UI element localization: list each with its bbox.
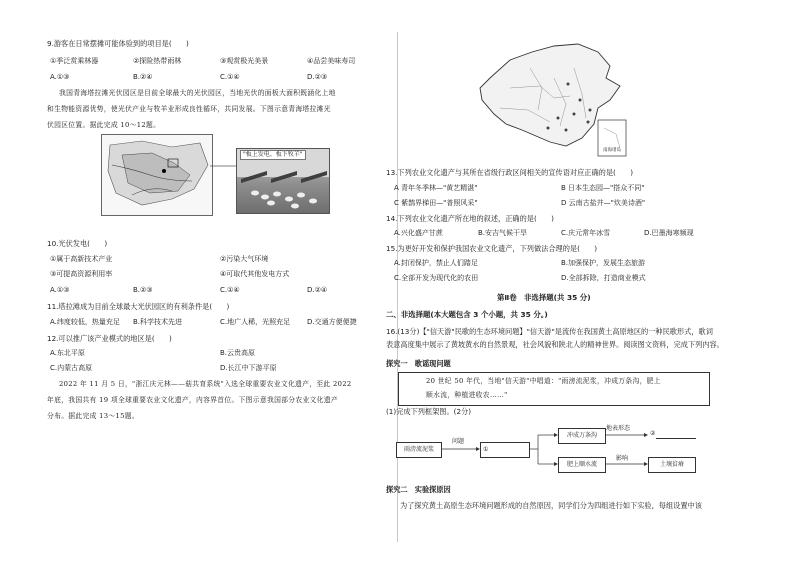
flow-gully-box: 冲成万条沟	[558, 428, 606, 444]
q14-choice-b: B.安吉气候干旱	[478, 229, 528, 237]
part-2-title: 第Ⅱ卷 非选择题(共 35 分)	[497, 293, 591, 302]
flow-landform-label: 地表形态	[606, 425, 631, 432]
q10-choice-c: C.①④	[220, 286, 240, 294]
q10-option-4: ④可取代其他发电方式	[220, 270, 290, 278]
q9-choice-c: C.①④	[220, 73, 240, 81]
q12-choice-b: B.云贵高原	[220, 349, 256, 357]
q14-choice-a: A.兴化盛产甘蔗	[394, 229, 443, 237]
q10-stem: 10.光伏发电( )	[47, 239, 108, 248]
flow-result-box: 土壤贫瘠	[648, 457, 696, 473]
q10-option-1: ①属于高新技术产业	[50, 255, 113, 263]
q9-option-4: ④品尝美味寿司	[307, 57, 356, 65]
flow-soil-loss-box: 肥上顺水流	[558, 457, 606, 473]
q12-choice-c: C.内蒙古高原	[50, 364, 93, 372]
q10-option-2: ②污染大气环境	[220, 255, 269, 263]
q16-line-2: 表意高度集中展示了黄坡黄水的自然景观，社会风貌和陕北人的精神世界。阅读图文资料，完成下列内容。	[386, 340, 724, 349]
photo-caption: "板上发电、板下牧羊"	[240, 150, 306, 160]
flow-blank-1[interactable]: ①	[480, 442, 530, 458]
flow-blank-2[interactable]: ②	[650, 430, 656, 437]
q14-choice-c: C.庆元常年冰雪	[561, 229, 611, 237]
q9-choice-d: D.②③	[307, 73, 328, 81]
q16-part-1: (1)完成下列框架图。(2分)	[386, 407, 472, 416]
q13-stem: 13.下列农业文化遗产与其所在省级行政区间相关的宣传语对应正确的是( )	[386, 168, 634, 177]
explore-2-heading: 探究二 实验探原因	[386, 485, 451, 494]
q12-choice-d: D.长江中下游平原	[220, 364, 277, 372]
south-china-sea-inset-label: 南海诸岛	[603, 148, 621, 153]
q10-option-3: ③可提高资源利用率	[50, 270, 113, 278]
quote-line-1: 20 世纪 50 年代，当地"信天游"中唱道："雨滂流泥浆，冲成万条沟，肥上	[426, 377, 661, 385]
explore-1-heading: 探究一 歌谣现问题	[386, 359, 451, 368]
flow-effect-label: 影响	[616, 455, 629, 462]
q13-choice-d: D 云南古盐井—"炊美诗酒"	[561, 199, 646, 207]
q9-option-1: ①季泛赏乘林器	[50, 57, 99, 65]
q13-choice-c: C 紫鹊界梯田—"普照风采"	[394, 199, 478, 207]
passage-1-line-2: 和生物能资源优势，使光伏产业与牧羊业形成良性循环，共同发展。下图示意青海塔拉滩光	[47, 105, 331, 113]
q11-choice-a: A.纬度较低，热量充足	[50, 318, 120, 326]
q15-stem: 15.为更好开发和保护我国农业文化遗产，下列做法合理的是( )	[386, 244, 598, 253]
q14-choice-d: D.巴墨海寒频现	[644, 229, 694, 237]
passage-1-line-1: 我国青海塔拉滩光伏园区是目前全球最大的光伏园区，当地光伏的面板大面积既涵化上地	[59, 89, 336, 97]
flow-blank-2-underline	[656, 438, 696, 439]
passage-2-line-3: 分布。据此完成 13～15题。	[47, 412, 139, 420]
q11-choice-b: B.科学技术先进	[133, 318, 183, 326]
q11-choice-d: D.交通方便便捷	[307, 318, 357, 326]
q11-choice-c: C.地广人稀，光照充足	[220, 318, 291, 326]
flow-start-box: 雨滂流泥浆	[396, 442, 442, 458]
experiment-intro: 为了探究黄土高原生态环境问题形成的自然原因，同学们分为四组进行如下实验，每组设置中该	[400, 501, 702, 510]
china-heritage-map	[470, 38, 636, 164]
quote-line-2: 顺水流，种植进收农……"	[426, 391, 508, 399]
q13-choice-a: A 青年冬季林—"黄艺精湛"	[394, 184, 478, 192]
section-title: 二、非选择题(本大题包含 3 个小题，共 35 分。)	[386, 310, 548, 319]
qinghai-location-map	[101, 134, 213, 216]
q9-choice-b: B.②④	[133, 73, 153, 81]
map-photo-connector	[210, 160, 238, 172]
q9-choice-a: A.①③	[50, 73, 70, 81]
q16-line-1: 16.(13分)【"信天游"民歌的生态环境问题】"信天游"是流传在我国黄土高原地区的一种民歌形式，歌词	[386, 327, 713, 336]
q9-option-3: ③观赏极光美景	[220, 57, 269, 65]
q9-option-2: ②探险热带雨林	[133, 57, 182, 65]
passage-2-line-1: 2022 年 11 月 5 日，"浙江庆元林——菇共育系统"入选全球重要农业文化遗产，至此 2022	[59, 380, 352, 388]
passage-2-line-2: 年底，我国共有 19 项全球重要农业文化遗产，内容界首位。下图示意我国部分农业文化遗产	[47, 396, 338, 404]
q10-choice-a: A.①③	[50, 286, 70, 294]
q15-choice-d: D.全部拆除，打造商业模式	[561, 274, 646, 282]
q11-stem: 11.塔拉滩成为目前全球最大光伏园区的有利条件是( )	[47, 302, 230, 311]
q9-stem: 9.游客在日常摆摊可能体验到的项目是( )	[47, 39, 189, 48]
flow-problem-label: 问题	[452, 438, 465, 445]
q15-choice-b: B.加强保护，发展生态旅游	[561, 259, 646, 267]
q12-choice-a: A.东北平原	[50, 349, 85, 357]
q12-stem: 12.可以推广该产业模式的地区是( )	[47, 334, 172, 343]
q15-choice-a: A.封闭保护，禁止人们踏足	[394, 259, 478, 267]
passage-1-line-3: 伏园区位置。据此完成 10～12题。	[47, 121, 161, 129]
q15-choice-c: C.全部开发为现代化的农田	[394, 274, 479, 282]
q10-choice-b: B.②③	[133, 286, 153, 294]
q13-choice-b: B 日本生态园—"搭众不同"	[561, 184, 645, 192]
q10-choice-d: D.②④	[307, 286, 328, 294]
q14-stem: 14.下列农业文化遗产所在地的叙述，正确的是( )	[386, 214, 554, 223]
